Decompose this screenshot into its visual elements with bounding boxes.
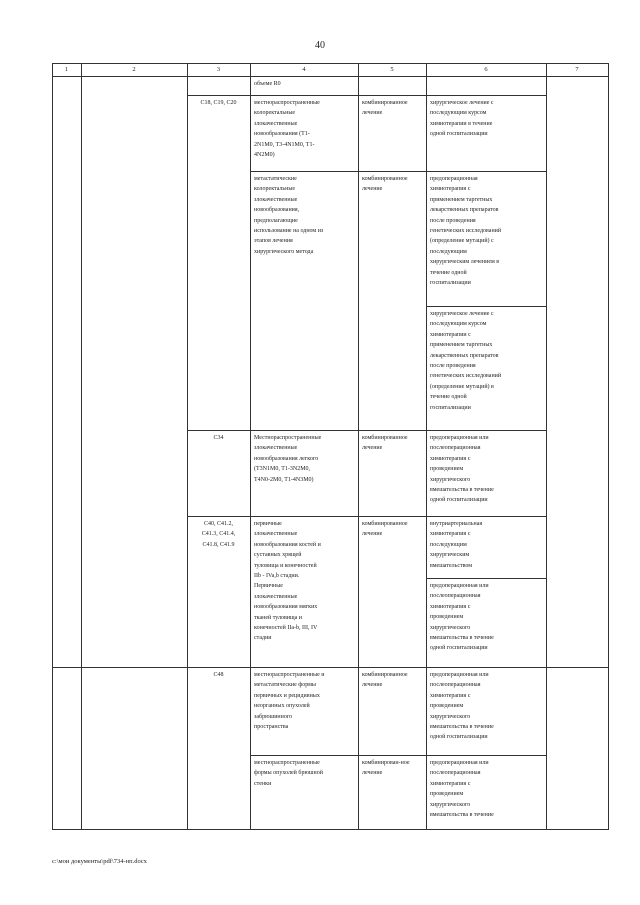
grid-line [81,63,82,830]
table-cell: C48 [213,672,224,678]
grid-line [426,63,427,830]
file-path-footer: c:\мои документы\pdf\734-нп.docx [52,858,147,865]
grid-line [187,63,188,830]
table-cell: комбинированное лечение [362,435,408,452]
grid-line [52,63,53,830]
header-cell: 3 [216,66,221,73]
table-cell: предоперационная или послеоперационная химиотерапия с проведением хирургического вмешательства в течение одной госпитализации [430,672,494,741]
page-number: 40 [315,40,325,51]
grid-line [426,578,547,579]
table-cell: внутриартериальная химиотерапия с последующим хирургическим вмешательством [430,521,483,569]
table-cell: хирургическое лечение с последующим курсом химиотерапии в течение одной госпитализации [430,100,494,138]
grid-line [358,63,359,830]
grid-line [52,667,609,668]
table-cell: комбинированное лечение [362,521,408,538]
header-cell: 2 [132,66,136,73]
grid-line [608,63,609,830]
grid-line [187,95,547,96]
header-cell: 6 [484,66,488,73]
header-cell: 1 [64,66,69,73]
table-cell: местнораспространенные колоректальные злокачественные новообразования (T1- 2N1M0, T3-4N1M0, T1- 4N2M0) [254,100,320,159]
table-cell: комбинирован-ное лечение [362,760,410,777]
grid-line [52,829,609,830]
grid-line [187,430,547,431]
grid-line [52,76,609,77]
table-cell: C40, C41.2, C41.3, C41.4, C41.8, C41.9 [201,521,236,548]
table-cell: C18, C19, C20 [200,100,237,106]
header-cell: 7 [575,66,579,73]
table-cell: предоперационная химиотерапия с применением таргетных лекарственных препаратов после проведения генетических исследований (определение мутаций) с последующим хирургическим лечением в течение одной госпитализации [430,176,502,287]
table-cell: метастатические колоректальные злокачественные новообразования, предполагающие использование на одном из этапов лечения хирургического метода [254,176,324,255]
table-cell: местнораспространенные и метастатические формы первичных и рецидивных неорганных опухолей забрюшинного пространства [254,672,325,731]
grid-line [546,63,547,830]
grid-line [426,306,547,307]
table-cell: комбинированное лечение [362,100,408,117]
table-cell: предоперационная или послеоперационная химиотерапия с проведением хирургического вмешательства в течение [430,760,494,819]
table-cell: первичные злокачественные новообразования костей и суставных хрящей туловища и конечностей IIb - IVa,b стадии. Первичные злокачественные новообразования мягких тканей туловища и конечностей IIa-b, III, IV стадии [254,521,321,642]
table-cell: местнораспространенные формы опухолей брюшной стенки [254,760,323,787]
table-cell: C34 [213,435,224,441]
grid-line [250,755,547,756]
table-cell: объеме R0 [254,81,281,87]
grid-line [250,63,251,830]
grid-line [52,63,609,64]
grid-line [250,171,547,172]
table-cell: комбинированное лечение [362,672,408,689]
header-cell: 4 [302,66,306,73]
table-cell: хирургическое лечение с последующим курсом химиотерапии с применением таргетных лекарственных препаратов после проведения генетических исследований (определение мутаций) в течение одной госпитализации [430,311,502,411]
table-cell: предоперационная или послеоперационная химиотерапия с проведением хирургического вмешательства в течение одной госпитализации [430,435,494,504]
table-cell: Местнораспространенные злокачественные новообразования легкого (T3N1M0, T1-3N2M0, T4N0-2M0, T1-4N3M0) [254,435,322,483]
table-cell: комбинированное лечение [362,176,408,193]
header-cell: 5 [390,66,394,73]
grid-line [187,516,547,517]
table-cell: предоперационная или послеоперационная химиотерапия с проведением хирургического вмешательства в течение одной госпитализации [430,583,494,652]
